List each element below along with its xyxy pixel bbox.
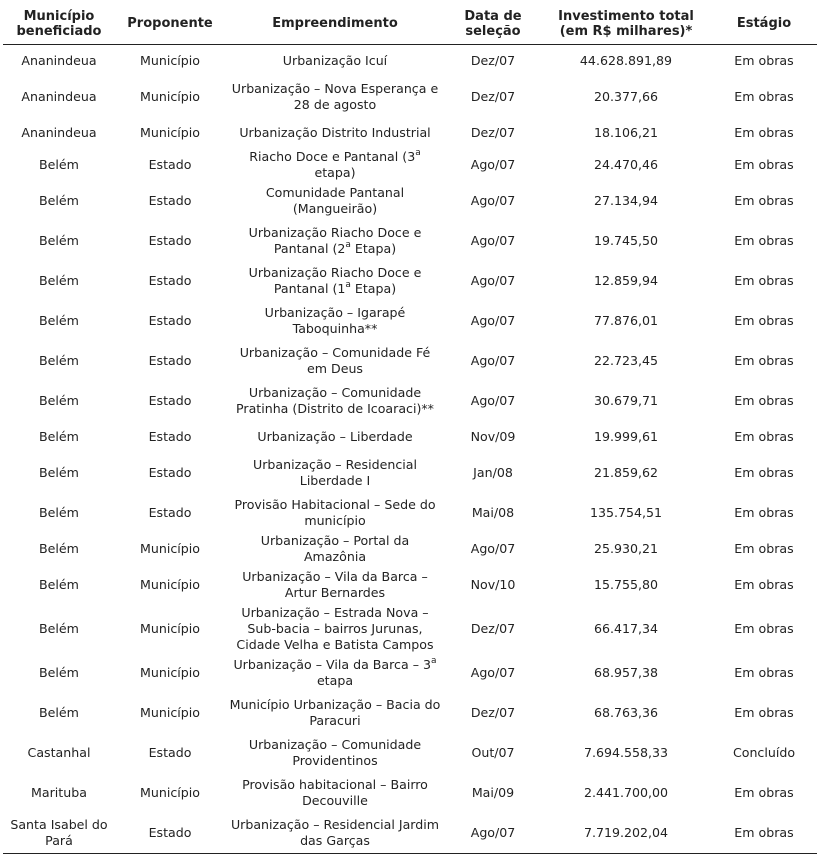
cell-data-selecao: Mai/08 — [471, 505, 515, 520]
cell-municipio: Belém — [39, 465, 79, 480]
table-row — [3, 493, 817, 533]
table-row — [3, 773, 817, 813]
cell-proponente: Estado — [148, 465, 192, 480]
empreendimento-text-after: Etapa) — [350, 241, 397, 256]
cell-data-selecao: Ago/07 — [470, 273, 516, 288]
table-body — [3, 45, 817, 854]
cell-municipio: Belém — [39, 541, 79, 556]
cell-empreendimento — [225, 221, 445, 261]
cell-investimento: 12.859,94 — [593, 273, 659, 288]
cell-investimento: 18.106,21 — [593, 125, 659, 140]
cell-investimento: 2.441.700,00 — [583, 785, 669, 800]
cell-proponente: Estado — [115, 813, 225, 854]
cell-estagio: Em obras — [734, 393, 794, 408]
cell-proponente: Município — [140, 577, 200, 592]
cell-data-selecao: Nov/10 — [470, 577, 516, 592]
cell-estagio: Em obras — [734, 53, 794, 68]
cell-data-selecao: Ago/07 — [470, 193, 516, 208]
cell-municipio: Belém — [39, 621, 79, 636]
table-row — [3, 421, 817, 453]
cell-proponente: Município — [140, 541, 200, 556]
table-row — [3, 565, 817, 605]
cell-estagio: Em obras — [734, 273, 794, 288]
cell-investimento: 24.470,46 — [593, 157, 659, 172]
cell-empreendimento: Urbanização – Comunidade Providentinos — [248, 737, 422, 768]
cell-municipio: Belém — [39, 393, 79, 408]
table-row — [3, 45, 817, 78]
cell-data-selecao: Mai/09 — [471, 785, 515, 800]
cell-municipio: Ananindeua — [21, 53, 97, 68]
cell-data-selecao: Jan/08 — [473, 465, 513, 480]
cell-estagio: Em obras — [734, 785, 794, 800]
cell-proponente: Estado — [148, 745, 192, 760]
cell-investimento: 21.859,62 — [593, 465, 659, 480]
cell-estagio: Em obras — [734, 541, 794, 556]
cell-municipio: Belém — [39, 157, 79, 172]
cell-empreendimento: Município Urbanização – Bacia do Paracuri — [229, 697, 441, 728]
cell-proponente: Município — [140, 125, 200, 140]
table-row — [3, 341, 817, 381]
cell-empreendimento — [225, 149, 445, 181]
empreendimento-text: Urbanização – Vila da Barca – 3 — [233, 657, 432, 672]
table-row — [3, 381, 817, 421]
table-row — [3, 301, 817, 341]
cell-empreendimento: Urbanização – Liberdade — [257, 429, 413, 444]
cell-data-selecao: Ago/07 — [445, 813, 541, 854]
cell-municipio: Ananindeua — [21, 125, 97, 140]
table-row — [3, 533, 817, 565]
cell-municipio: Belém — [39, 705, 79, 720]
table-row — [3, 77, 817, 117]
cell-empreendimento: Urbanização – Comunidade Fé em Deus — [239, 345, 431, 376]
cell-data-selecao: Out/07 — [471, 745, 515, 760]
cell-empreendimento: Comunidade Pantanal (Mangueirão) — [265, 185, 405, 216]
table-row — [3, 733, 817, 773]
table-row — [3, 149, 817, 181]
cell-investimento: 68.763,36 — [593, 705, 659, 720]
cell-proponente: Município — [140, 665, 200, 680]
cell-estagio: Em obras — [734, 233, 794, 248]
cell-empreendimento: Urbanização Distrito Industrial — [239, 125, 431, 140]
cell-municipio: Belém — [39, 313, 79, 328]
cell-estagio: Em obras — [734, 705, 794, 720]
cell-investimento: 20.377,66 — [593, 89, 659, 104]
cell-municipio: Belém — [39, 665, 79, 680]
cell-municipio: Marituba — [31, 785, 87, 800]
cell-municipio: Belém — [39, 429, 79, 444]
cell-estagio: Em obras — [734, 621, 794, 636]
cell-proponente: Estado — [148, 193, 192, 208]
cell-municipio: Castanhal — [27, 745, 91, 760]
cell-investimento: 19.745,50 — [593, 233, 659, 248]
cell-empreendimento: Provisão habitacional – Bairro Decouville — [242, 777, 428, 808]
table-row — [3, 117, 817, 149]
cell-proponente: Estado — [148, 353, 192, 368]
table-row — [3, 653, 817, 693]
ordinal-superscript: a — [345, 240, 351, 250]
table-row — [3, 181, 817, 221]
cell-proponente: Estado — [148, 157, 192, 172]
cell-investimento: 15.755,80 — [593, 577, 659, 592]
cell-proponente: Município — [140, 785, 200, 800]
cell-municipio: Ananindeua — [21, 89, 97, 104]
cell-investimento: 7.719.202,04 — [541, 813, 711, 854]
cell-estagio: Em obras — [734, 429, 794, 444]
cell-estagio: Em obras — [734, 465, 794, 480]
cell-proponente: Estado — [148, 273, 192, 288]
header-estagio: Estágio — [711, 4, 817, 45]
table-row — [3, 221, 817, 261]
cell-estagio: Em obras — [734, 353, 794, 368]
cell-data-selecao: Ago/07 — [470, 393, 516, 408]
ordinal-superscript: a — [345, 280, 351, 290]
cell-municipio: Belém — [39, 353, 79, 368]
cell-proponente: Estado — [148, 233, 192, 248]
table-row — [3, 605, 817, 653]
cell-investimento: 22.723,45 — [593, 353, 659, 368]
cell-proponente: Estado — [148, 429, 192, 444]
empreendimento-text-after: Etapa) — [350, 281, 397, 296]
cell-municipio: Belém — [39, 505, 79, 520]
cell-investimento: 25.930,21 — [593, 541, 659, 556]
ordinal-superscript: a — [431, 656, 437, 666]
cell-data-selecao: Ago/07 — [470, 665, 516, 680]
cell-empreendimento: Urbanização – Portal da Amazônia — [260, 533, 410, 564]
table-header-row — [3, 4, 817, 45]
empreendimento-text: Riacho Doce e Pantanal (3 — [249, 149, 416, 164]
header-proponente: Proponente — [115, 4, 225, 45]
cell-empreendimento: Provisão Habitacional – Sede do município — [234, 497, 436, 528]
empreendimento-text-after: etapa) — [314, 165, 356, 180]
cell-proponente: Município — [140, 621, 200, 636]
cell-investimento: 135.754,51 — [589, 505, 663, 520]
cell-estagio: Em obras — [711, 813, 817, 854]
cell-investimento: 44.628.891,89 — [579, 53, 673, 68]
investment-table — [3, 4, 817, 854]
cell-investimento: 27.134,94 — [593, 193, 659, 208]
cell-investimento: 7.694.558,33 — [583, 745, 669, 760]
header-empreendimento: Empreendimento — [225, 4, 445, 45]
cell-estagio: Em obras — [734, 505, 794, 520]
cell-data-selecao: Dez/07 — [470, 89, 516, 104]
table-row — [3, 693, 817, 733]
cell-investimento: 66.417,34 — [593, 621, 659, 636]
cell-empreendimento: Urbanização – Vila da Barca – Artur Bernardes — [242, 569, 428, 600]
cell-estagio: Em obras — [734, 665, 794, 680]
ordinal-superscript: a — [415, 148, 421, 158]
cell-municipio: Belém — [39, 193, 79, 208]
empreendimento-text: Urbanização Riacho Doce e Pantanal (1 — [248, 265, 422, 296]
table-row — [3, 453, 817, 493]
cell-data-selecao: Dez/07 — [470, 53, 516, 68]
empreendimento-text-after: etapa — [316, 673, 354, 688]
cell-data-selecao: Ago/07 — [470, 157, 516, 172]
cell-proponente: Município — [140, 705, 200, 720]
cell-data-selecao: Dez/07 — [470, 705, 516, 720]
cell-data-selecao: Dez/07 — [470, 125, 516, 140]
cell-investimento: 77.876,01 — [593, 313, 659, 328]
cell-estagio: Em obras — [734, 125, 794, 140]
cell-proponente: Estado — [148, 313, 192, 328]
cell-proponente: Município — [140, 53, 200, 68]
cell-municipio: Belém — [39, 273, 79, 288]
cell-empreendimento: Urbanização – Nova Esperança e 28 de agosto — [231, 81, 439, 112]
cell-empreendimento: Urbanização – Comunidade Pratinha (Distrito de Icoaraci)** — [236, 385, 434, 416]
header-municipio: Município beneficiado — [3, 4, 115, 45]
cell-investimento: 19.999,61 — [593, 429, 659, 444]
cell-data-selecao: Dez/07 — [470, 621, 516, 636]
empreendimento-text: Urbanização Riacho Doce e Pantanal (2 — [248, 225, 422, 256]
cell-investimento: 68.957,38 — [593, 665, 659, 680]
cell-municipio: Santa Isabel do Pará — [3, 813, 115, 854]
table-row — [3, 261, 817, 301]
cell-municipio: Belém — [39, 233, 79, 248]
header-investimento: Investimento total (em R$ milhares)* — [541, 4, 711, 45]
cell-estagio: Em obras — [734, 157, 794, 172]
cell-data-selecao: Ago/07 — [470, 541, 516, 556]
cell-estagio: Em obras — [734, 193, 794, 208]
cell-estagio: Em obras — [734, 577, 794, 592]
table-row — [3, 813, 817, 854]
cell-data-selecao: Ago/07 — [470, 353, 516, 368]
cell-proponente: Estado — [148, 505, 192, 520]
cell-empreendimento: Urbanização – Igarapé Taboquinha** — [264, 305, 406, 336]
cell-municipio: Belém — [39, 577, 79, 592]
cell-empreendimento — [225, 261, 445, 301]
cell-empreendimento — [225, 653, 445, 693]
cell-estagio: Em obras — [734, 313, 794, 328]
cell-data-selecao: Ago/07 — [470, 313, 516, 328]
cell-empreendimento: Urbanização – Estrada Nova – Sub-bacia – bairros Jurunas, Cidade Velha e Batista Campos — [236, 605, 434, 652]
cell-proponente: Estado — [148, 393, 192, 408]
cell-estagio: Concluído — [732, 745, 796, 760]
cell-empreendimento: Urbanização – Residencial Jardim das Garças — [225, 813, 445, 854]
cell-estagio: Em obras — [734, 89, 794, 104]
cell-empreendimento: Urbanização Icuí — [282, 53, 388, 68]
header-data-selecao: Data de seleção — [445, 4, 541, 45]
cell-data-selecao: Ago/07 — [470, 233, 516, 248]
cell-empreendimento: Urbanização – Residencial Liberdade I — [253, 457, 417, 488]
cell-data-selecao: Nov/09 — [470, 429, 516, 444]
cell-investimento: 30.679,71 — [593, 393, 659, 408]
cell-proponente: Município — [140, 89, 200, 104]
